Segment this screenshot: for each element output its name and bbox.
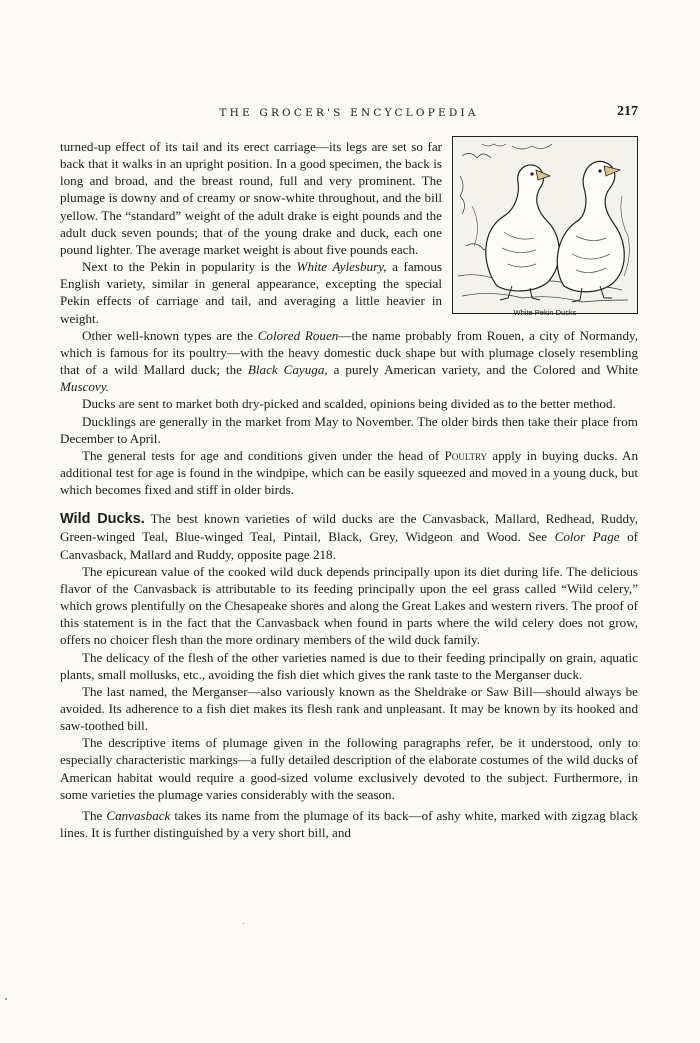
- duck-illustration: [452, 136, 638, 314]
- scan-speck: [5, 998, 7, 1000]
- paragraph-canvasback: The Canvasback takes its name from the plumage of its back—of ashy white, marked with zigzag black lines. It is further distinguished by a very short bill, and: [60, 807, 638, 841]
- page-body: [60, 138, 638, 841]
- paragraph-market-method: Ducks are sent to market both dry-picked and scalded, opinions being divided as to the better method.: [82, 396, 616, 412]
- page-number: 217: [617, 104, 638, 119]
- paragraph-ducklings-season: Ducklings are generally in the market from May to November. The older birds then take their place from December to April.: [60, 413, 638, 446]
- running-head-title: THE GROCER'S ENCYCLOPEDIA: [219, 107, 479, 119]
- paragraph-age-tests: The general tests for age and conditions given under the head of Poultry apply in buying ducks. An additional test for age is found in the windpipe, which can be easily squeezed and moved in a young duck, but which becomes fixed and stiff in older birds.: [60, 447, 638, 498]
- section-wild-ducks: Wild Ducks. The best known varieties of wild ducks are the Canvasback, Mallard, Redhead, Ruddy, Green-winged Teal, Blue-winged Teal, Pintail, Black, Grey, Widgeon and Wood. See Color Page of Canvasback, Mallard and Ruddy, opposite page 218.: [60, 511, 638, 562]
- paragraph-epicurean-value: The epicurean value of the cooked wild duck depends principally upon its diet during life. The delicious flavor of the Canvasback is attributable to its feeding principally upon the eel grass called “Wild celery,” which grows plentifully on the Chesapeake shores and along the Great Lakes and western rivers. The proof of this statement is in the fact that the Canvasback when found in parts where the wild celery does not grow, offers no choicer flesh than the more ordinary members of the wild duck family.: [60, 563, 638, 648]
- paragraph-plumage-note: The descriptive items of plumage given in the following paragraphs refer, be it understood, only to especially characteristic markings—a fully detailed description of the elaborate costumes of the wild ducks of American habitat would require a good-sized volume exclusively devoted to the subject. Furthermore, in some varieties the plumage varies considerably with the season.: [60, 735, 638, 802]
- paragraph-merganser: The last named, the Merganser—also variously known as the Sheldrake or Saw Bill—should always be avoided. Its adherence to a fish diet makes its flesh rank and unpleasant. It may be known by its hooked and saw-toothed bill.: [60, 683, 638, 734]
- scan-speck: [243, 923, 244, 924]
- paragraph-other-types: Other well-known types are the Colored Rouen—the name probably from Rouen, a city of Normandy, which is famous for its poultry—with the heavy domestic duck shape but with plumage closely resembling that of a wild Mallard duck; the Black Cayuga, a purely American variety, and the Colored and White Muscovy.: [60, 327, 638, 395]
- paragraph-delicacy: The delicacy of the flesh of the other varieties named is due to their feeding principally on grain, aquatic plants, small mollusks, etc., avoiding the fish diet which gives the rank taste to the Merganser duck.: [60, 649, 638, 682]
- running-head: [60, 104, 638, 127]
- figure-caption: White Pekin Ducks: [513, 307, 577, 317]
- paragraph-pekin-continued: turned-up effect of its tail and its erect carriage—its legs are set so far back that it walks in an upright position. In a good specimen, the back is long and broad, and the breast round, full and very prominent. The plumage is downy and of creamy or snow-white throughout, and the bill yellow. The “standard” weight of the adult drake is eight pounds and the adult duck seven pounds; that of the young drake and duck, each one pound lighter. The average market weight is about five pounds each.: [60, 139, 442, 257]
- section-heading-wild-ducks: Wild Ducks.: [60, 511, 145, 528]
- paragraph-aylesbury: Next to the Pekin in popularity is the White Aylesbury, a famous English variety, similar in general appearance, excepting the special Pekin effects of carriage and tail, and averaging a little heavier in weight.: [60, 259, 443, 326]
- figure-white-pekin-ducks: [452, 136, 638, 324]
